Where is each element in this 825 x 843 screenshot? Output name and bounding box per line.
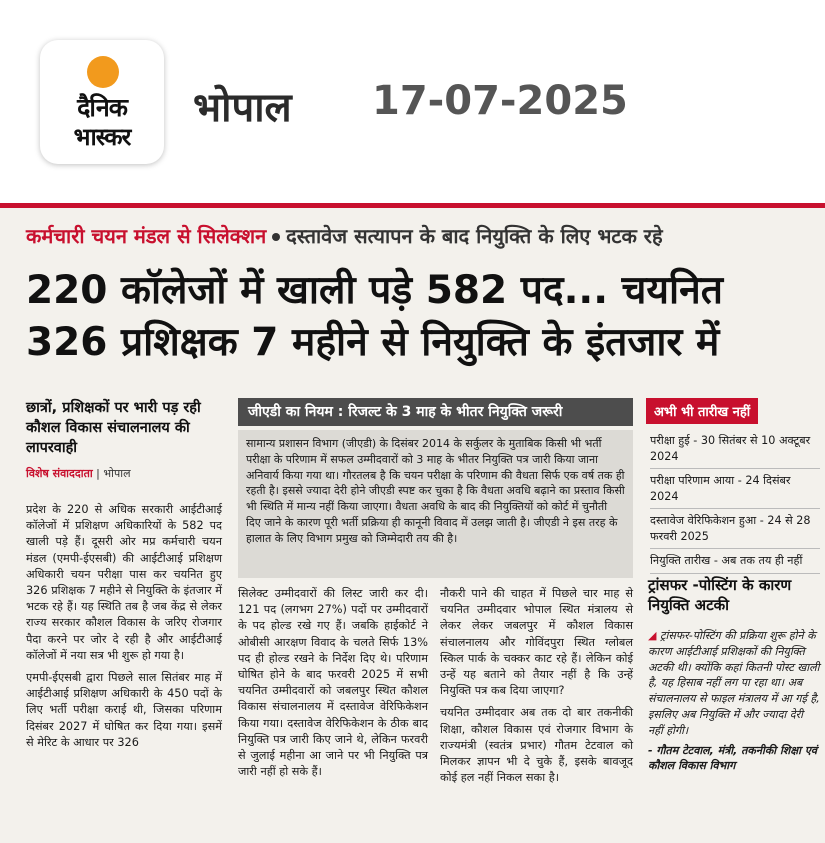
- page-header: [0, 0, 825, 195]
- triangle-icon: ◢: [648, 629, 660, 642]
- logo-line2: भास्कर: [73, 123, 131, 151]
- headline: [26, 265, 816, 369]
- timeline-item: दस्तावेज वेरिफिकेशन हुआ - 24 से 28 फरवरी 2025: [650, 511, 820, 549]
- minister-quote: [648, 628, 820, 774]
- headline-line1: 220 कॉलेजों में खाली पड़े 582 पद... चयनित: [26, 268, 723, 313]
- byline: विशेष संवाददाता | भोपाल: [26, 467, 131, 480]
- quote-author: - गौतम टेटवाल, मंत्री, तकनीकी शिक्षा एवं कौशल विकास विभाग: [648, 743, 818, 773]
- edition-date: 17-07-2025: [372, 78, 628, 124]
- byline-name: विशेष संवाददाता: [26, 467, 93, 480]
- dainik-bhaskar-logo: [40, 40, 164, 164]
- col1-paragraph-2: एमपी-ईएसबी द्वारा पिछले साल सितंबर माह में आईटीआई प्रशिक्षण अधिकारी के 450 पदों के लिए भर्ती परीक्षा कराई थी, जिसका परिणाम दिसंबर 2027 में घोषित कर दिया गया। इसमें से मेरिट के आधार पर 326: [26, 671, 222, 749]
- timeline-item: परीक्षा परिणाम आया - 24 दिसंबर 2024: [650, 471, 820, 509]
- col1-paragraph-1: प्रदेश के 220 से अधिक सरकारी आईटीआई कॉलेजों में प्रशिक्षण अधिकारियों के 582 पद खाली पड़े हैं। दूसरी ओर मप्र कर्मचारी चयन मंडल (एमपी-ईएसबी) की आईटीआई प्रशिक्षण अधिकारी चयन परीक्षा पास कर चयनित हुए 326 प्रशिक्षक 7 महीने से नियुक्ति के इंतजार में भटक रहे हैं। यह स्थिति तब है जब केंद्र से लेकर राज्य सरकार कौशल विकास के जरिए रोजगार पैदा करने पर जोर दे रही है और आईटीआई कॉलेजों में नया सत्र भी शुरू हो गया है।: [26, 503, 222, 662]
- col2-paragraph-1: सिलेक्ट उम्मीदवारों की लिस्ट जारी कर दी। 121 पद (लगभग 27%) पदों पर उम्मीदवारों के पद होल्ड रखे गए हैं। जबकि हाईकोर्ट ने ओबीसी आरक्षण विवाद के चलते सिर्फ 13% पद ही होल्ड रखने के निर्देश दिए थे। परिणाम घोषित होने के बाद फरवरी 2025 में सभी चयनित उम्मीदवारों को जबलपुर स्थित कौशल विकास संचालनालय में दस्तावेज वेरिफिकेशन किया गया। दस्तावेज वेरिफिकेशन के ठीक बाद नियुक्ति पत्र जारी किए जाने थे, लेकिन फरवरी से जुलाई महीना आ जाने पर भी नियुक्ति पत्र जारी नहीं हो सके हैं।: [238, 587, 428, 779]
- rule-box-title: जीएडी का नियम : रिजल्ट के 3 माह के भीतर नियुक्ति जरूरी: [238, 398, 633, 426]
- article-column-1: [26, 502, 222, 757]
- sun-icon: [87, 56, 119, 88]
- article-column-3: [440, 586, 633, 792]
- kicker-rest: दस्तावेज सत्यापन के बाद नियुक्ति के लिए भटक रहे: [286, 224, 663, 248]
- timeline-item: नियुक्ति तारीख - अब तक तय ही नहीं: [650, 551, 820, 574]
- col3-paragraph-1: नौकरी पाने की चाहत में पिछले चार माह से चयनित उम्मीदवार भोपाल स्थित मंत्रालय से लेकर लेकर जबलपुर में कौशल विकास संचालनालय और गोविंदपुरा स्थित ग्लोबल स्किल पार्क के चक्कर काट रहे हैं। लेकिन कोई उन्हें यह बताने को तैयार नहीं है कि उन्हें नियुक्ति पत्र कब दिया जाएगा?: [440, 587, 633, 698]
- col3-paragraph-2: चयनित उम्मीदवार अब तक दो बार तकनीकी शिक्षा, कौशल विकास एवं रोजगार विभाग के राज्यमंत्री (स्वतंत्र प्रभार) गौतम टेटवाल को मिलकर ज्ञापन भी दे चुके हैं, इसके बावजूद कोई हल नहीं निकल सका है।: [440, 706, 633, 785]
- timeline-item: परीक्षा हुई - 30 सितंबर से 10 अक्टूबर 2024: [650, 431, 820, 469]
- byline-place: भोपाल: [103, 467, 131, 480]
- logo-line1: दैनिक: [77, 93, 127, 122]
- quote-text: ट्रांसफर-पोस्टिंग की प्रक्रिया शुरू होने के कारण आईटीआई प्रशिक्षकों की नियुक्ति अटकी थी। क्योंकि कहां कितनी पोस्ट खाली है, यह हिसाब नहीं लग पा रहा था। अब संचालनालय से फाइल मंत्रालय में आ गई है, इसलिए अब नियुक्ति में और ज्यादा देरी नहीं होगी।: [648, 629, 820, 737]
- city-name: भोपाल: [193, 85, 292, 131]
- sidebar-section-title: ट्रांसफर -पोस्टिंग के कारण नियुक्ति अटकी: [648, 576, 792, 614]
- sidebar-title: अभी भी तारीख नहीं: [646, 398, 758, 424]
- article-column-2: [238, 586, 428, 786]
- kicker-red: कर्मचारी चयन मंडल से सिलेक्शन: [26, 224, 267, 248]
- timeline-list: [650, 431, 820, 576]
- rule-box-body: सामान्य प्रशासन विभाग (जीएडी) के दिसंबर 2014 के सर्कुलर के मुताबिक किसी भी भर्ती परीक्षा के परिणाम में सफल उम्मीदवारों को 3 माह के भीतर नियुक्ति पत्र जारी किया जाना अनिवार्य किया गया था। गौरतलब है कि चयन परीक्षा के परिणाम की वैधता सिर्फ एक वर्ष तक ही रहती है। इससे ज्यादा देरी होने जीएडी स्पष्ट कर चुका है कि वैधता अवधि बढ़ाने का प्रस्ताव किसी भी स्थिति में मान्य नहीं किया जाएगा। वैधता अवधि के बाद की नियुक्तियों को कोर्ट में चुनौती दिए जाने के कारण पूरी भर्ती प्रक्रिया ही कानूनी विवाद में उलझ जाती है। जीएडी ने इस तरह के हालात के लिए विभाग प्रमुख को जिम्मेदारी तय की है।: [238, 430, 633, 578]
- subheadline: छात्रों, प्रशिक्षकों पर भारी पड़ रही कौशल विकास संचालनालय की लापरवाही: [26, 400, 201, 456]
- headline-line2: 326 प्रशिक्षक 7 महीने से नियुक्ति के इंतजार में: [26, 320, 720, 365]
- kicker: [26, 222, 663, 249]
- bullet-icon: [272, 233, 280, 241]
